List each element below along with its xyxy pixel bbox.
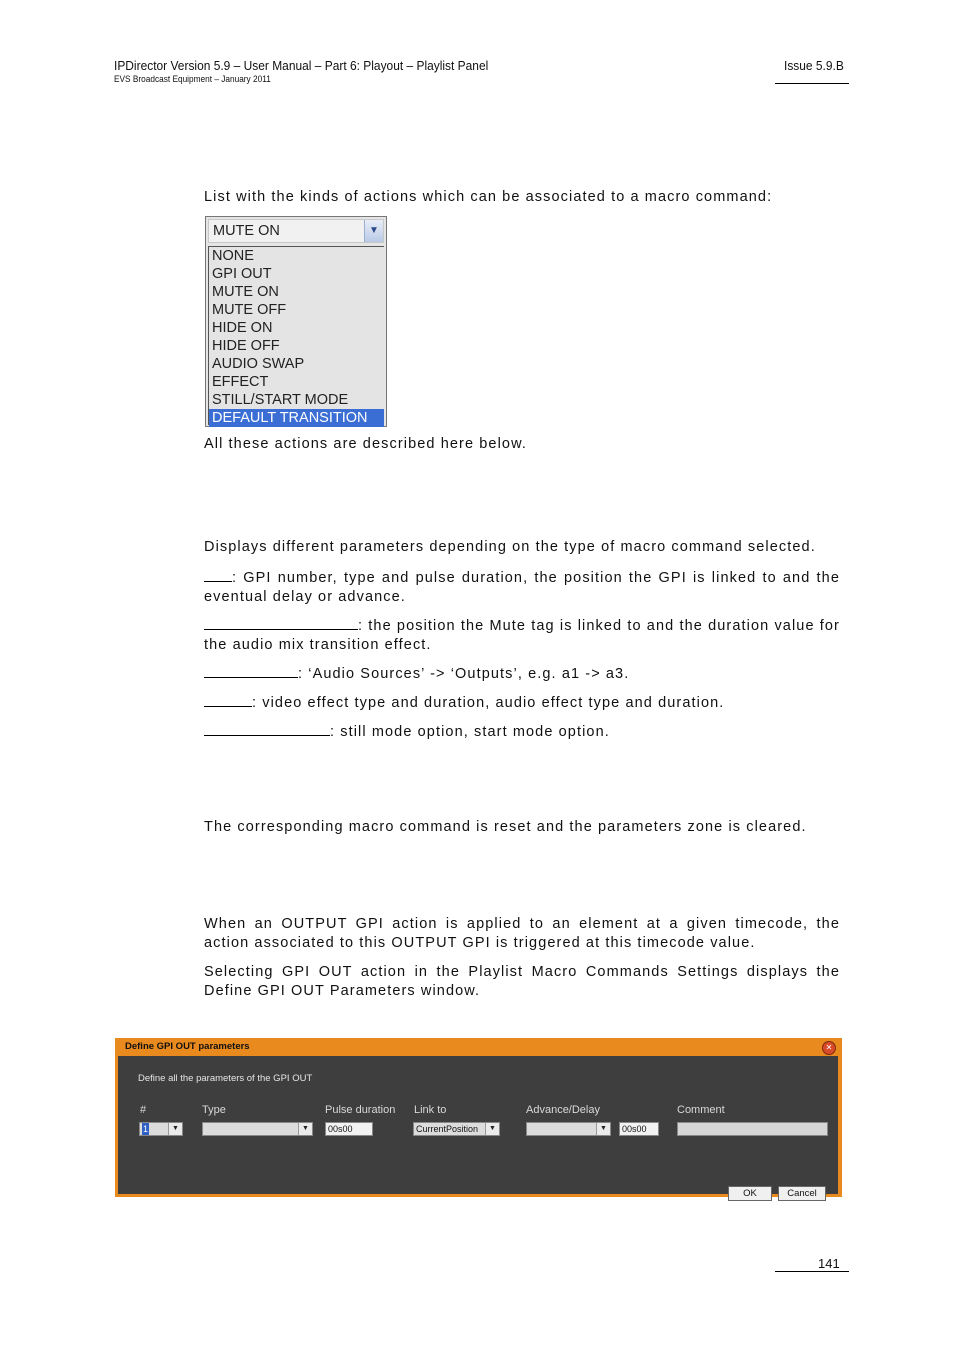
footer-rule (775, 1271, 849, 1272)
term-blank (204, 692, 252, 707)
param-gpi-out (204, 567, 840, 607)
gpi-number-value: 1 (143, 1124, 149, 1134)
dropdown-option-mute-on[interactable]: MUTE ON (212, 284, 279, 300)
advance-delay-select[interactable] (526, 1122, 611, 1136)
header-subtitle: EVS Broadcast Equipment – January 2011 (114, 74, 271, 84)
cancel-button[interactable]: Cancel (778, 1186, 826, 1201)
link-to-select[interactable] (413, 1122, 500, 1136)
dropdown-option-still-start-mode[interactable]: STILL/START MODE (212, 392, 349, 408)
term-blank (204, 615, 358, 630)
chevron-down-icon: ▼ (485, 1123, 499, 1135)
dialog-description: Define all the parameters of the GPI OUT (138, 1073, 313, 1084)
term-blank (204, 567, 232, 582)
param-effect-text: : video effect type and duration, audio effect type and duration. (252, 695, 725, 711)
header-issue: Issue 5.9.B (784, 58, 844, 73)
chevron-down-icon: ▼ (298, 1123, 312, 1135)
gpi-paragraph-2: Selecting GPI OUT action in the Playlist Macro Commands Settings displays the Define GPI OUT Parameters window. (204, 964, 840, 999)
define-gpi-out-dialog (115, 1038, 842, 1197)
label-comment: Comment (677, 1104, 725, 1116)
ok-button[interactable]: OK (728, 1186, 772, 1201)
dropdown-option-gpi-out[interactable]: GPI OUT (212, 266, 272, 282)
pulse-duration-field[interactable]: 00s00 (325, 1122, 373, 1136)
dropdown-option-none[interactable]: NONE (212, 248, 254, 264)
label-type: Type (202, 1104, 226, 1116)
gpi-paragraph-1: When an OUTPUT GPI action is applied to an element at a given timecode, the action associated to this OUTPUT GPI is triggered at this timecode value. (204, 916, 840, 951)
param-effect (204, 692, 840, 713)
comment-field[interactable] (677, 1122, 828, 1136)
macro-action-dropdown[interactable] (205, 216, 387, 427)
gpi-number-select[interactable] (139, 1122, 183, 1136)
param-audio-swap (204, 663, 840, 684)
header-rule (775, 83, 849, 84)
param-swap-text: : ‘Audio Sources’ -> ‘Outputs’, e.g. a1 -> a3. (298, 666, 630, 682)
term-blank (204, 663, 298, 678)
param-still-start (204, 721, 840, 742)
param-gpi-text: : GPI number, type and pulse duration, the position the GPI is linked to and the eventual delay or advance. (204, 570, 840, 605)
label-link: Link to (414, 1104, 447, 1116)
page-number: 141 (818, 1256, 840, 1271)
params-intro: Displays different parameters depending on the type of macro command selected. (204, 539, 816, 555)
param-mute (204, 615, 840, 655)
dialog-title: Define GPI OUT parameters (125, 1041, 250, 1052)
after-list-text: All these actions are described here below. (204, 436, 527, 452)
chevron-down-icon[interactable]: ▼ (364, 220, 383, 242)
label-pulse: Pulse duration (325, 1104, 396, 1116)
param-mute-text: : the position the Mute tag is linked to and the duration value for the audio mix transition effect. (204, 618, 840, 653)
link-to-value: CurrentPosition (416, 1124, 479, 1134)
label-number: # (140, 1104, 147, 1116)
delay-duration-field[interactable]: 00s00 (619, 1122, 659, 1136)
dropdown-selected-field[interactable] (208, 219, 384, 243)
param-still-text: : still mode option, start mode option. (330, 724, 610, 740)
dialog-body (118, 1056, 838, 1199)
dropdown-list (208, 246, 384, 425)
intro-text: List with the kinds of actions which can be associated to a macro command: (204, 189, 773, 205)
close-icon[interactable]: ✕ (822, 1041, 836, 1055)
header-title: IPDirector Version 5.9 – User Manual – Part 6: Playout – Playlist Panel (114, 58, 489, 73)
dropdown-option-audio-swap[interactable]: AUDIO SWAP (212, 356, 305, 372)
dropdown-option-mute-off[interactable]: MUTE OFF (212, 302, 287, 318)
dropdown-option-hide-on[interactable]: HIDE ON (212, 320, 273, 336)
dropdown-option-effect[interactable]: EFFECT (212, 374, 269, 390)
type-select[interactable] (202, 1122, 313, 1136)
term-blank (204, 721, 330, 736)
label-advance: Advance/Delay (526, 1104, 600, 1116)
chevron-down-icon: ▼ (168, 1123, 182, 1135)
dropdown-option-default-transition[interactable]: DEFAULT TRANSITION (209, 409, 384, 427)
chevron-down-icon: ▼ (596, 1123, 610, 1135)
dropdown-selected-value: MUTE ON (213, 223, 280, 239)
reset-text: The corresponding macro command is reset and the parameters zone is cleared. (204, 819, 807, 835)
dropdown-option-hide-off[interactable]: HIDE OFF (212, 338, 280, 354)
